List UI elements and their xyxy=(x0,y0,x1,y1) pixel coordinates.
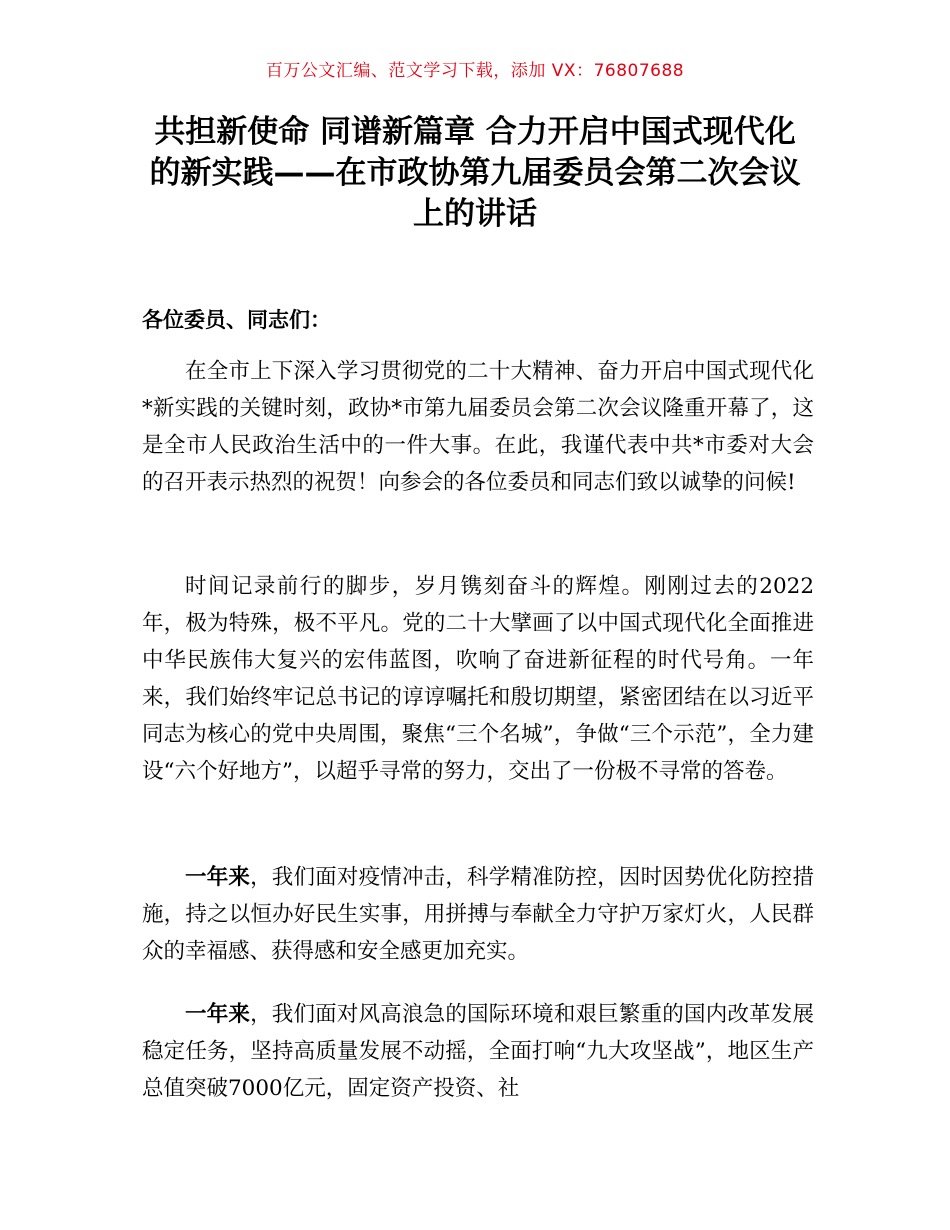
paragraph xyxy=(142,568,814,790)
paragraph-text: 在全市上下深入学习贯彻党的二十大精神、奋力开启中国式现代化*新实践的关键时刻，政协*市第九届委员会第二次会议隆重开幕了，这是全市人民政治生活中的一件大事。在此，我谨代表中共*市委对大会的召开表示热烈的祝贺！向参会的各位委员和同志们致以诚挚的问候! xyxy=(142,359,814,495)
paragraph-text: ，我们面对风高浪急的国际环境和艰巨繁重的国内改革发展稳定任务，坚持高质量发展不动摇，全面打响“九大攻坚战”，地区生产总值突破7000亿元，固定资产投资、社 xyxy=(142,1002,814,1101)
salutation: 各位委员、同志们： xyxy=(142,308,331,332)
paragraph xyxy=(142,859,814,970)
paragraph-lead: 一年来 xyxy=(185,865,251,890)
paragraph-text: 时间记录前行的脚步，岁月镌刻奋斗的辉煌。刚刚过去的2022年，极为特殊，极不平凡。党的二十大擘画了以中国式现代化全面推进中华民族伟大复兴的宏伟蓝图，吹响了奋进新征程的时代号角。一年来，我们始终牢记总书记的谆谆嘱托和殷切期望，紧密团结在以习近平同志为核心的党中央周围，聚焦“三个名城”，争做“三个示范”，全力建设“六个好地方”，以超乎寻常的努力，交出了一份极不寻常的答卷。 xyxy=(142,574,814,784)
paragraph-lead: 一年来 xyxy=(185,1002,251,1027)
paragraph xyxy=(142,996,814,1107)
paragraph xyxy=(142,353,814,501)
watermark-header: 百万公文汇编、范文学习下载，添加 VX：76807688 xyxy=(265,61,685,81)
document-title: 共担新使命 同谱新篇章 合力开启中国式现代化的新实践——在市政协第九届委员会第二次会议上的讲话 xyxy=(149,114,801,232)
paragraph-text: ，我们面对疫情冲击，科学精准防控，因时因势优化防控措施，持之以恒办好民生实事，用拼搏与奉献全力守护万家灯火，人民群众的幸福感、获得感和安全感更加充实。 xyxy=(142,865,814,964)
